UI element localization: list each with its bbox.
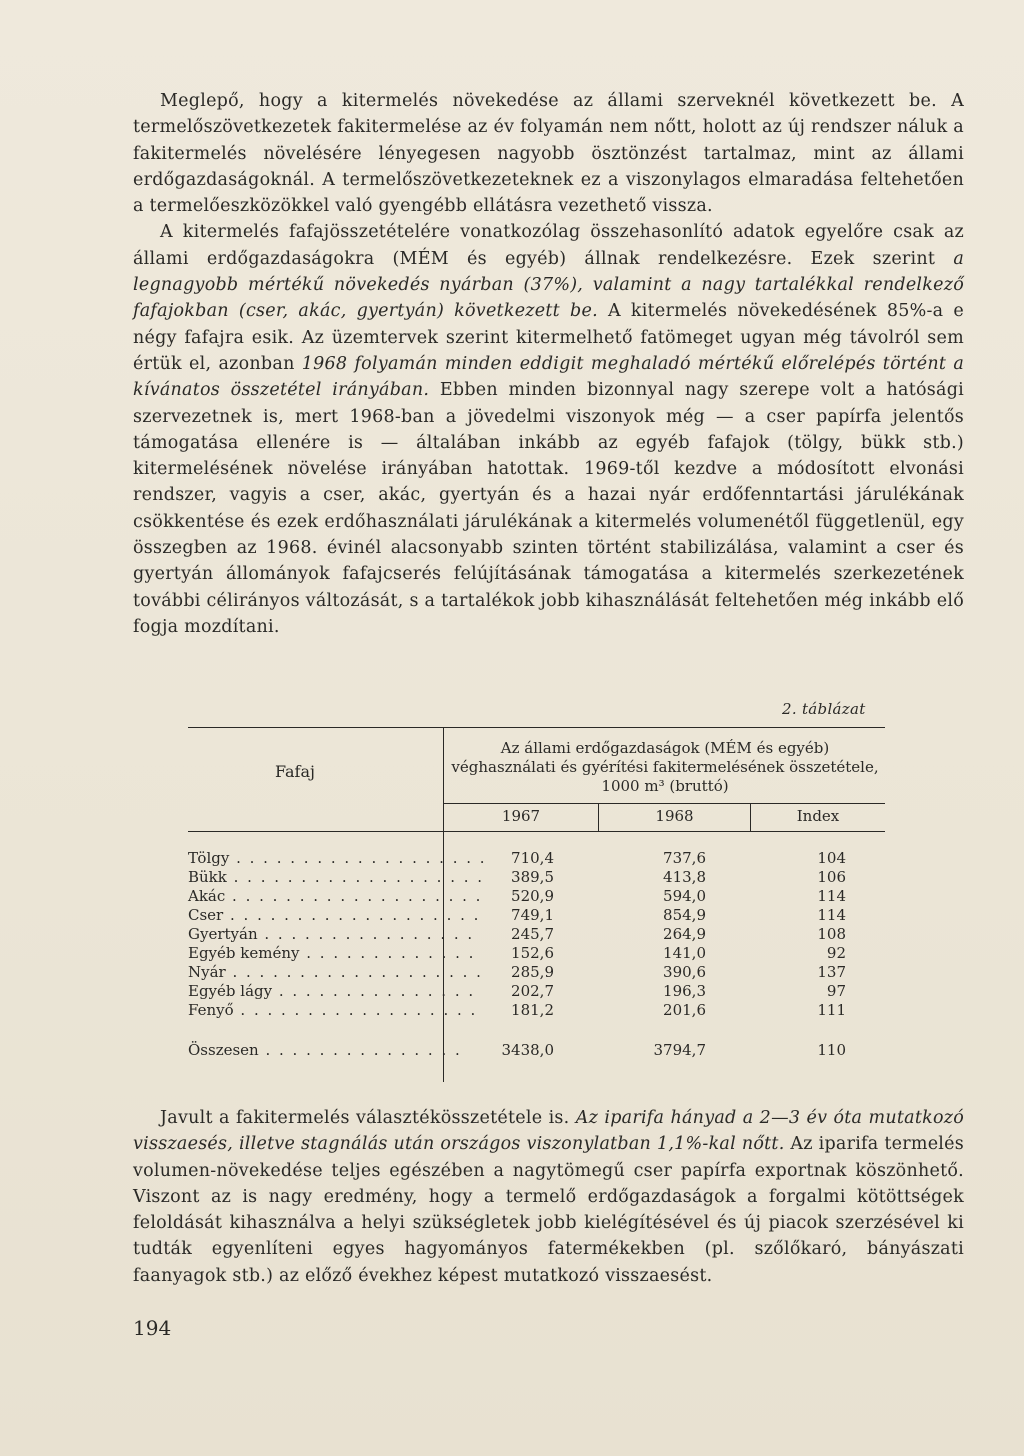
page-number: 194	[133, 1316, 172, 1340]
column-header-index: Index	[796, 807, 840, 825]
emphasis-text: a legnagyobb mértékű növekedés nyárban (37%), valamint a nagy tartalékkal rendelkező fafajokban (cser, akác, gyertyán) következett be.	[133, 248, 964, 322]
species-name: Tölgy	[188, 849, 230, 867]
paragraph-text: Meglepő, hogy a kitermelés növekedése az állami szerveknél következett be. A termelőszövetkezetek fakitermelése az év folyamán nem nőtt, holott az új rendszer náluk a fakitermelés növelésére lényegesen nagyobb ösztönzést tartalmaz, mint az állami erdőgazdaságoknál. A termelőszövetkezeteknek ez a viszonylagos elmaradása feltehetően a termelőeszközökkel való gyengébb ellátásra vezethető vissza.	[133, 91, 964, 217]
table-row	[188, 925, 885, 944]
species-name: Nyár	[188, 963, 226, 981]
table-row	[188, 849, 885, 868]
species-name: Egyéb kemény	[188, 944, 300, 962]
row-label	[188, 887, 483, 906]
value-1968: 201,6	[663, 1001, 706, 1019]
species-name: Fenyő	[188, 1001, 234, 1019]
value-index: 106	[817, 868, 846, 886]
leader-dots: . . . . . . . . . . . . . . . . . . .	[223, 906, 481, 924]
value-1968: 737,6	[663, 849, 706, 867]
paragraph-text: Ebben minden bizonnyal nagy szerepe volt a hatósági szervezetnek is, mert 1968-ban a jövedelmi viszonyok még — a cser papírfa jelentős támogatása ellenére is — általában inkább az egyéb fafajok (tölgy, bükk stb.) kitermelésének növelése irányában hatottak. 1969-től kezdve a módosított elvonási rendszer, vagyis a cser, akác, gyertyán és a hazai nyár erdőfenntartási járulékának csökkentése és ezek erdőhasználati járulékának a kitermelés volumenétől függetlenül, egy összegben az 1968. évinél alacsonyabb szinten történt stabilizálása, valamint a cser és gyertyán állományok fafajcserés felújításának támogatása a kitermelés szerkezetének további célirányos változását, s a tartalékok jobb kihasználását feltehetően még inkább elő fogja mozdítani.	[133, 380, 964, 637]
total-1968: 3794,7	[653, 1041, 706, 1059]
leader-dots: . . . . . . . . . . . . . . .	[272, 982, 476, 1000]
value-1967: 389,5	[511, 868, 554, 886]
value-1967: 749,1	[511, 906, 554, 924]
table-header-bottom-rule	[188, 831, 885, 832]
value-1968: 264,9	[663, 925, 706, 943]
table-row	[188, 963, 885, 982]
value-1967: 181,2	[511, 1001, 554, 1019]
emphasis-text: Az iparifa hányad a 2—3 év óta mutatkozó visszaesés, illetve stagnálás után országos viszonylatban 1,1%-kal nőtt.	[133, 1108, 964, 1155]
leader-dots: . . . . . . . . . . . . .	[299, 944, 476, 962]
data-table	[188, 727, 885, 1087]
row-label	[188, 849, 487, 868]
total-label: Összesen	[188, 1041, 259, 1059]
paragraph-text: Az iparifa termelés volumen-növekedése teljes egészében a nagytömegű cser papírfa exportnak köszönhető. Viszont az is nagy eredmény, hogy a termelő erdőgazdaságok a forgalmi kötöttségek feloldását kihasználva a helyi szükségletek jobb kielégítésével és új piacok szerzésével ki tudták egyenlíteni egyes hagyományos fatermékekben (pl. szőlőkaró, bányászati faanyagok stb.) az előző évekhez képest mutatkozó visszaesést.	[133, 1134, 964, 1286]
table-top-rule	[188, 727, 885, 728]
paragraph-text: A kitermelés fafajösszetételére vonatkozólag összehasonlító adatok egyelőre csak az állami erdőgazdaságokra (MÉM és egyéb) állnak rendelkezésre. Ezek szerint	[133, 222, 964, 269]
species-name: Akác	[188, 887, 226, 905]
paragraph	[133, 219, 964, 640]
leader-dots: . . . . . . . . . . . . . . . .	[257, 925, 475, 943]
body-text-lower	[133, 1105, 964, 1289]
column-header-1968: 1968	[655, 807, 694, 825]
value-1967: 520,9	[511, 887, 554, 905]
table-header-mid-rule	[443, 803, 885, 804]
total-index: 110	[817, 1041, 846, 1059]
column-header-main: Az állami erdőgazdaságok (MÉM és egyéb) véghasználati és gyérítési fakitermelésének összetétele, 1000 m³ (bruttó)	[451, 739, 879, 795]
emphasis-text: 1968 folyamán minden eddigit meghaladó mértékű előrelépés történt a kívánatos összetétel irányában.	[133, 353, 965, 401]
table-row	[188, 944, 885, 963]
leader-dots: . . . . . . . . . . . . . . . . . . .	[226, 868, 485, 886]
value-index: 114	[817, 887, 846, 905]
total-1967: 3438,0	[501, 1041, 554, 1059]
value-index: 97	[826, 982, 846, 1000]
species-name: Egyéb lágy	[188, 982, 273, 1000]
row-label	[188, 1001, 478, 1020]
value-1967: 710,4	[511, 849, 554, 867]
leader-dots: . . . . . . . . . . . . . . . . . .	[233, 1001, 478, 1019]
table-row	[188, 982, 885, 1001]
row-label	[188, 868, 485, 887]
paragraph-text: A kitermelés növekedésének 85%-a e négy fafajra esik. Az üzemtervek szerint kitermelhető fatömeget ugyan még távolról sem értük el, azonban	[133, 301, 964, 374]
value-index: 111	[817, 1001, 846, 1019]
row-label	[188, 906, 481, 925]
value-index: 104	[817, 849, 846, 867]
row-label	[188, 982, 476, 1001]
row-label	[188, 1041, 462, 1060]
value-1967: 245,7	[511, 925, 554, 943]
table-row	[188, 887, 885, 906]
species-name: Bükk	[188, 868, 227, 886]
value-1967: 152,6	[511, 944, 554, 962]
leader-dots: . . . . . . . . . . . . . . . . . . .	[225, 887, 483, 905]
species-name: Gyertyán	[188, 925, 258, 943]
paragraph	[133, 1105, 964, 1289]
table-caption: 2. táblázat	[782, 700, 866, 718]
table-total-row	[188, 1041, 885, 1060]
paragraph	[133, 88, 964, 219]
table-row	[188, 868, 885, 887]
value-1968: 594,0	[663, 887, 706, 905]
body-text-upper	[133, 88, 964, 640]
leader-dots: . . . . . . . . . . . . . . . . . . .	[229, 849, 487, 867]
row-label	[188, 925, 475, 944]
value-1968: 413,8	[663, 868, 706, 886]
value-1967: 285,9	[511, 963, 554, 981]
value-1968: 390,6	[663, 963, 706, 981]
leader-dots: . . . . . . . . . . . . . . .	[258, 1041, 462, 1059]
value-1968: 196,3	[663, 982, 706, 1000]
column-header-1967: 1967	[501, 807, 541, 825]
table-row	[188, 906, 885, 925]
value-index: 92	[826, 944, 846, 962]
row-label	[188, 944, 476, 963]
value-1968: 141,0	[663, 944, 706, 962]
value-index: 137	[817, 963, 846, 981]
column-header-fafaj: Fafaj	[275, 762, 315, 781]
value-1967: 202,7	[511, 982, 554, 1000]
value-1968: 854,9	[663, 906, 706, 924]
leader-dots: . . . . . . . . . . . . . . . . . . .	[225, 963, 483, 981]
paragraph-text: Javult a fakitermelés választékösszetétele is.	[160, 1108, 576, 1128]
species-name: Cser	[188, 906, 224, 924]
row-label	[188, 963, 483, 982]
table-row	[188, 1001, 885, 1020]
value-index: 108	[817, 925, 846, 943]
value-index: 114	[817, 906, 846, 924]
